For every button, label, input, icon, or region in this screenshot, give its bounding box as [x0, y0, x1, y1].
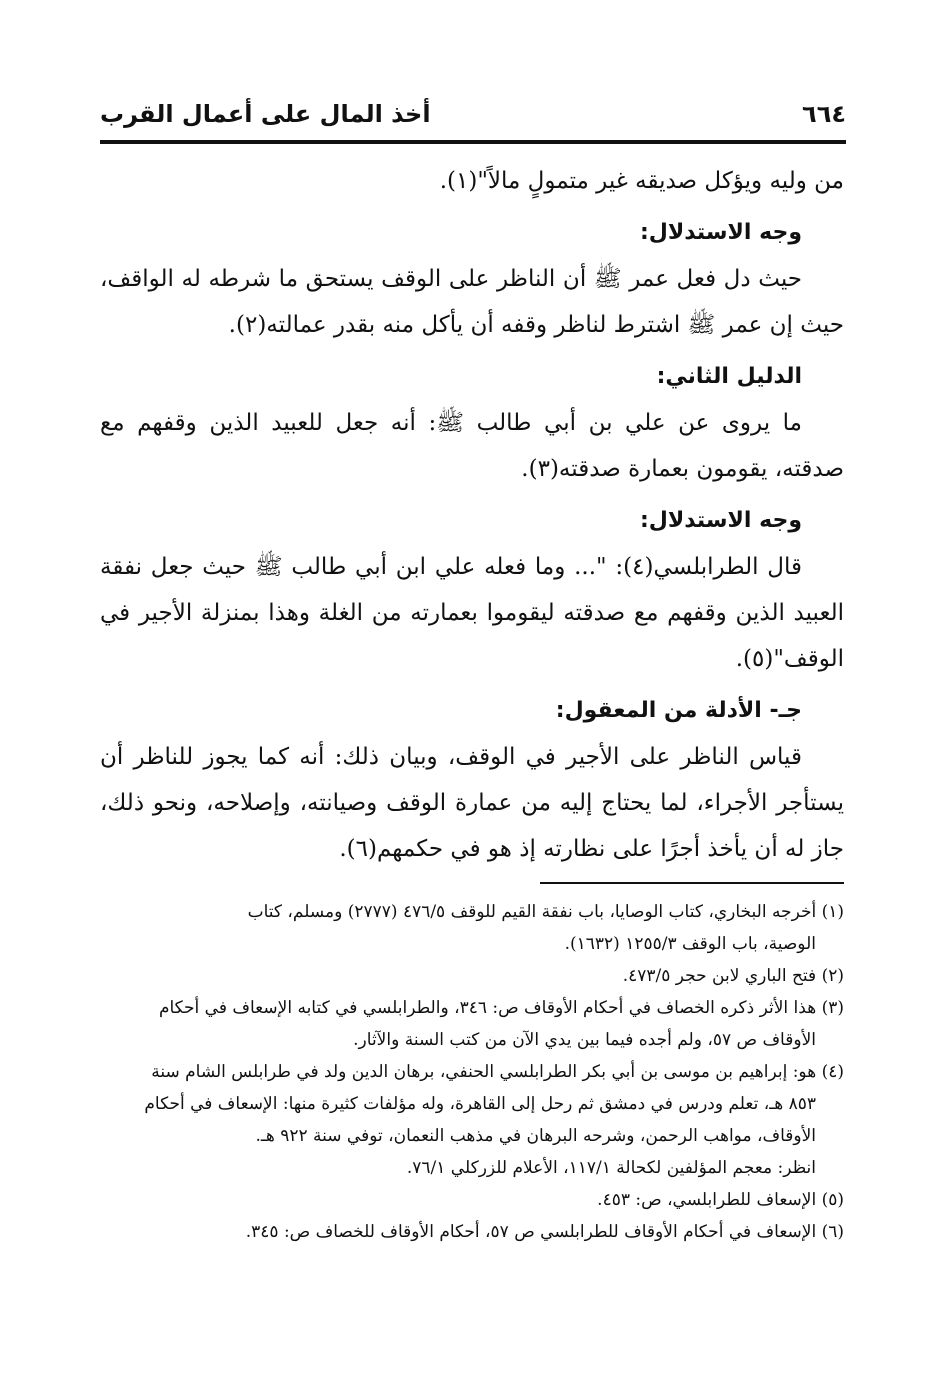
paragraph: ما يروى عن علي بن أبي طالب ﷺ: أنه جعل للعبيد الذين وقفهم مع صدقته، يقومون بعمارة صدقته(٣). [100, 410, 844, 482]
footnotes [96, 896, 844, 1248]
section-heading: جـ- الأدلة من المعقول: [555, 698, 802, 723]
footnote-line: (١) أخرجه البخاري، كتاب الوصايا، باب نفقة القيم للوقف ٤٧٦/٥ (٢٧٧٧) ومسلم، كتاب [247, 902, 844, 922]
page-number: ٦٦٤ [802, 100, 846, 128]
footnote-separator [540, 882, 844, 884]
running-title: أخذ المال على أعمال القرب [100, 100, 431, 128]
section-heading: الدليل الثاني: [656, 364, 802, 389]
footnote-line: (٦) الإسعاف في أحكام الأوقاف للطرابلسي ص ٥٧، أحكام الأوقاف للخصاف ص: ٣٤٥. [245, 1222, 844, 1242]
footnote-line: الأوقاف، مواهب الرحمن، وشرحه البرهان في مذهب النعمان، توفي سنة ٩٢٢ هـ. [255, 1126, 816, 1146]
footnote-line: الوصية، باب الوقف ١٢٥٥/٣ (١٦٣٢). [564, 934, 816, 954]
paragraph: حيث دل فعل عمر ﷺ أن الناظر على الوقف يستحق ما شرطه له الواقف، حيث إن عمر ﷺ اشترط لناظر وقفه أن يأكل منه بقدر عمالته(٢). [100, 266, 844, 338]
main-text [100, 158, 844, 872]
section-heading: وجه الاستدلال: [639, 508, 802, 533]
footnote-line: (٣) هذا الأثر ذكره الخصاف في أحكام الأوقاف ص: ٣٤٦، والطرابلسي في كتابه الإسعاف في أحكام [158, 998, 844, 1018]
footnote-line: الأوقاف ص ٥٧، ولم أجده فيما بين يدي الآن من كتب السنة والآثار. [353, 1030, 816, 1050]
footnote-line: انظر: معجم المؤلفين لكحالة ١١٧/١، الأعلام للزركلي ٧٦/١. [406, 1158, 816, 1178]
header-rule [100, 140, 846, 144]
footnote-line: (٥) الإسعاف للطرابلسي، ص: ٤٥٣. [597, 1190, 844, 1210]
paragraph: قال الطرابلسي(٤): "... وما فعله علي ابن أبي طالب ﷺ حيث جعل نفقة العبيد الذين وقفهم مع صدقته ليقوموا بعمارته من الغلة وهذا بمنزلة الأجير في الوقف"(٥). [100, 554, 844, 672]
paragraph: قياس الناظر على الأجير في الوقف، وبيان ذلك: أنه كما يجوز للناظر أن يستأجر الأجراء، لما يحتاج إليه من عمارة الوقف وصيانته، وإصلاحه، ونحو ذلك، جاز له أن يأخذ أجرًا على نظارته إذ هو في حكمهم(٦). [100, 744, 844, 862]
footnote-line: ٨٥٣ هـ، تعلم ودرس في دمشق ثم رحل إلى القاهرة، وله مؤلفات كثيرة منها: الإسعاف في أحكام [144, 1094, 816, 1114]
section-heading: وجه الاستدلال: [639, 220, 802, 245]
footnote-line: (٤) هو: إبراهيم بن موسى بن أبي بكر الطرابلسي الحنفي، برهان الدين ولد في طرابلس الشام سنة [151, 1062, 844, 1082]
page-header [100, 100, 846, 132]
body-line: من وليه ويؤكل صديقه غير متمولٍ مالاً"(١). [439, 168, 844, 194]
footnote-line: (٢) فتح الباري لابن حجر ٤٧٣/٥. [622, 966, 844, 986]
